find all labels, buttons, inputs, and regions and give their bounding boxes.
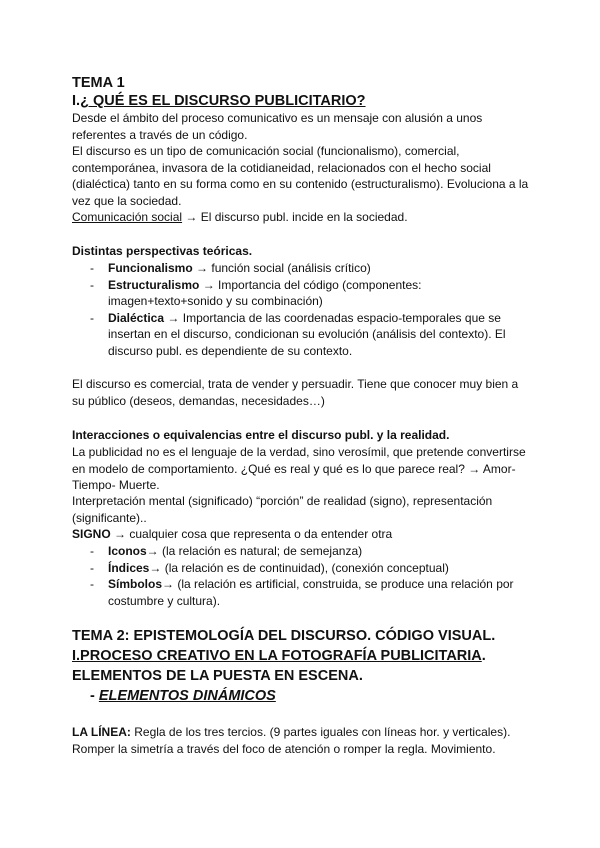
signos-list — [72, 543, 532, 609]
perspectiva-text: Importancia del código (componentes: imagen+texto+sonido y su combinación) — [108, 277, 422, 309]
comunicacion-social-line — [72, 209, 532, 226]
signo-text: cualquier cosa que representa o da entender otra — [129, 527, 393, 541]
elementos-heading: ELEMENTOS DE LA PUESTA EN ESCENA. — [72, 668, 363, 684]
signo-item-text: (la relación es natural; de semejanza) — [162, 544, 363, 558]
dash-bullet: - — [90, 261, 94, 275]
list-item — [72, 260, 532, 277]
linea-paragraph — [72, 724, 534, 757]
list-item — [72, 277, 532, 310]
tema1-paragraph-3: El discurso es comercial, trata de vender y persuadir. Tiene que conocer muy bien a su público (deseos, demandas, necesidades…) — [72, 377, 519, 408]
tema2-section-dot: . — [481, 648, 486, 664]
signo-line — [72, 526, 532, 543]
perspectivas-title: Distintas perspectivas teóricas. — [72, 244, 253, 258]
list-item — [72, 560, 532, 577]
arrow-icon: → — [196, 261, 209, 275]
perspectiva-term: Dialéctica — [108, 310, 165, 325]
arrow-icon: → — [149, 560, 162, 575]
dash-bullet: - — [90, 544, 94, 558]
perspectiva-term: Funcionalismo — [108, 261, 193, 275]
signo-label: SIGNO — [72, 527, 111, 541]
signo-item-text: (la relación es de continuidad), (conexión conceptual) — [164, 560, 449, 575]
dash-bullet: - — [90, 577, 94, 592]
list-item — [72, 310, 532, 360]
perspectiva-text: Importancia de las coordenadas espacio-temporales que se insertan en el discurso, condicionan su evolución (análisis del contexto). El discurso publ. es dependiente de su contexto. — [108, 310, 506, 358]
tema1-paragraph-1: Desde el ámbito del proceso comunicativo es un mensaje con alusión a unos referentes a través de un código. — [72, 111, 483, 142]
perspectiva-text: función social (análisis crítico) — [211, 261, 371, 275]
tema2-section: I.PROCESO CREATIVO EN LA FOTOGRAFÍA PUBLICITARIA — [72, 648, 482, 664]
signo-item-text: (la relación es artificial, construida, se produce una relación por costumbre y cultura). — [108, 577, 514, 608]
section-prefix: I. — [72, 93, 81, 109]
arrow-icon: → — [167, 310, 180, 325]
tema1-paragraph-5: Interpretación mental (significado) “porción” de realidad (signo), representación (significante).. — [72, 494, 493, 525]
tema2-title: TEMA 2: EPISTEMOLOGÍA DEL DISCURSO. CÓDIGO VISUAL. — [72, 628, 496, 644]
linea-text: Regla de los tres tercios. (9 partes iguales con líneas hor. y verticales). Romper la simetría a través del foco de atención o romper la regla. Movimiento. — [72, 725, 511, 756]
comunicacion-social-text: El discurso publ. incide en la sociedad. — [200, 210, 408, 224]
dinamicos-title: ELEMENTOS DINÁMICOS — [98, 688, 276, 704]
dinamicos-heading — [72, 687, 532, 705]
arrow-icon: → — [146, 544, 159, 558]
dash-bullet: - — [90, 310, 94, 325]
dash-bullet: - — [90, 277, 94, 292]
list-item — [72, 543, 532, 560]
tema1-paragraph-4: La publicidad no es el lenguaje de la verdad, sino verosímil, que pretende convertirse en modelo de comportamiento. ¿Qué es real y qué es lo que parece real? → Amor- Tiempo- Muerte. — [72, 445, 526, 493]
perspectiva-term: Estructuralismo — [108, 277, 200, 292]
comunicacion-social-label: Comunicación social — [72, 210, 183, 224]
tema1-section-heading — [72, 92, 532, 110]
list-item — [72, 576, 532, 609]
arrow-icon: → — [185, 210, 198, 224]
arrow-icon: → — [114, 527, 127, 541]
signo-term: Índices — [108, 560, 150, 575]
linea-label: LA LÍNEA: — [72, 725, 131, 739]
section-title: ¿ QUÉ ES EL DISCURSO PUBLICITARIO? — [80, 93, 366, 109]
interacciones-title: Interacciones o equivalencias entre el discurso publ. y la realidad. — [72, 428, 450, 442]
arrow-icon: → — [202, 277, 215, 292]
dash-bullet: - — [90, 560, 94, 575]
perspectivas-list — [72, 260, 532, 360]
tema1-title: TEMA 1 — [72, 75, 125, 91]
dash-bullet: - — [90, 688, 95, 704]
arrow-icon: → — [162, 577, 175, 592]
signo-term: Símbolos — [108, 577, 163, 592]
signo-term: Iconos — [108, 544, 147, 558]
tema1-paragraph-2: El discurso es un tipo de comunicación social (funcionalismo), comercial, contemporánea, invasora de la cotidianeidad, relacionados con el hecho social (dialéctica) tanto en su forma como en su contenido (estructuralismo). Evoluciona a la vez que la sociedad. — [72, 144, 529, 208]
tema2-section-heading — [72, 647, 552, 665]
